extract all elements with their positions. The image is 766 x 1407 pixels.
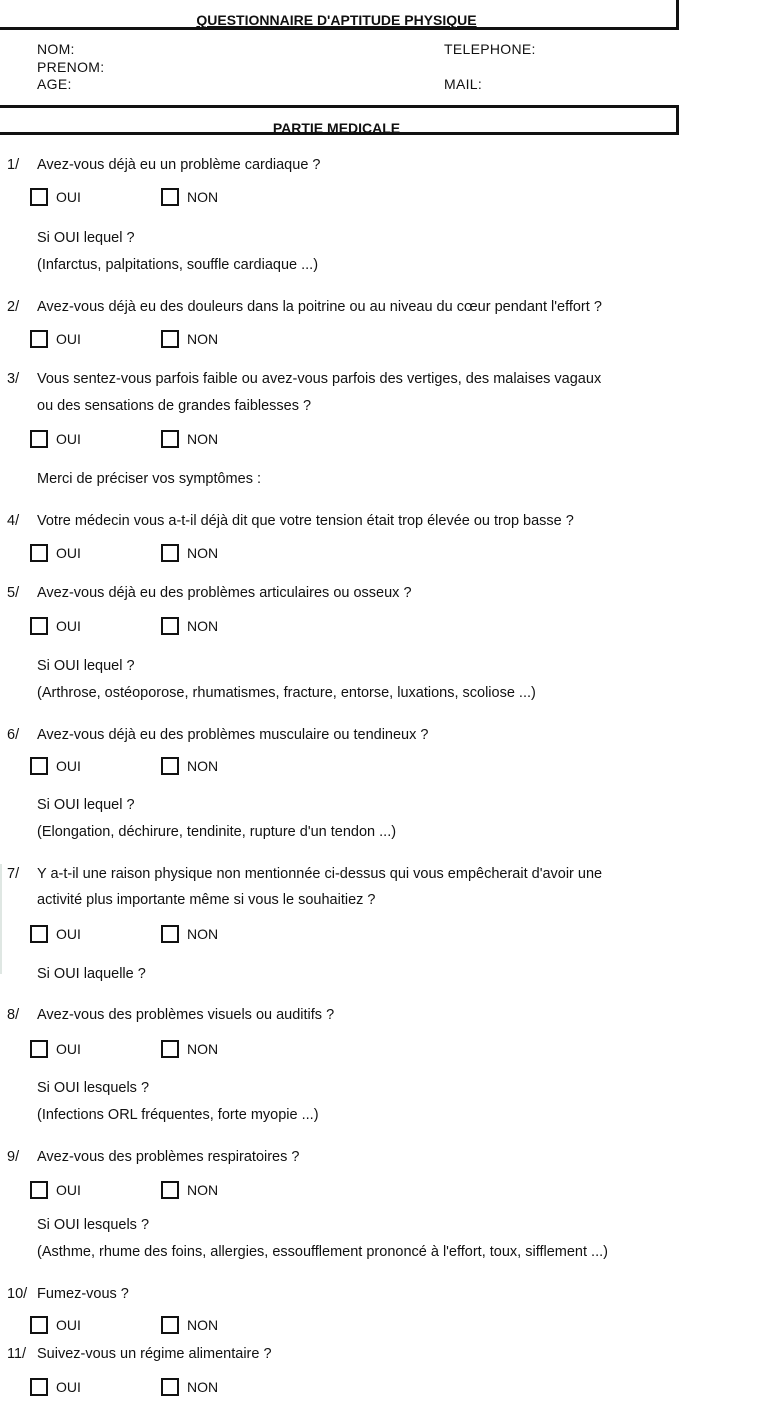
question-subtext: Si OUI lesquels ?	[37, 1080, 150, 1096]
checkbox-square[interactable]	[161, 430, 179, 448]
oui-checkbox[interactable]	[30, 1181, 81, 1199]
non-label: NON	[187, 189, 219, 205]
section-title: PARTIE MEDICALE	[272, 120, 401, 136]
oui-label: OUI	[56, 618, 81, 634]
question-text-line2: ou des sensations de grandes faiblesses ?	[37, 398, 312, 414]
oui-label: OUI	[56, 758, 81, 774]
question-hint: (Infarctus, palpitations, souffle cardiaque ...)	[37, 257, 319, 273]
page-title: QUESTIONNAIRE D'APTITUDE PHYSIQUE	[196, 12, 477, 28]
oui-label: OUI	[56, 331, 81, 347]
checkbox-square[interactable]	[30, 188, 48, 206]
question-subtext: Si OUI lesquels ?	[37, 1217, 150, 1233]
question-subtext: Si OUI lequel ?	[37, 658, 135, 674]
non-label: NON	[187, 431, 219, 447]
non-label: NON	[187, 926, 219, 942]
oui-label: OUI	[56, 1041, 81, 1057]
question-number: 4/	[7, 513, 20, 529]
oui-label: OUI	[56, 431, 81, 447]
question-number: 9/	[7, 1149, 20, 1165]
question-text: Fumez-vous ?	[37, 1286, 129, 1302]
question-number: 8/	[7, 1007, 20, 1023]
checkbox-square[interactable]	[161, 617, 179, 635]
checkbox-square[interactable]	[161, 1040, 179, 1058]
non-label: NON	[187, 1379, 219, 1395]
question-number: 10/	[7, 1286, 28, 1302]
non-checkbox[interactable]	[161, 1040, 218, 1058]
question-number: 1/	[7, 157, 20, 173]
oui-checkbox[interactable]	[30, 1316, 81, 1334]
question-text: Y a-t-il une raison physique non mentionnée ci-dessus qui vous empêcherait d'avoir une	[37, 866, 603, 882]
oui-checkbox[interactable]	[30, 617, 81, 635]
question-subtext: Merci de préciser vos symptômes :	[37, 471, 262, 487]
non-checkbox[interactable]	[161, 188, 218, 206]
checkbox-square[interactable]	[30, 1040, 48, 1058]
question-subtext: Si OUI laquelle ?	[37, 966, 146, 982]
question-hint: (Elongation, déchirure, tendinite, rupture d'un tendon ...)	[37, 824, 397, 840]
question-text: Avez-vous déjà eu des douleurs dans la poitrine ou au niveau du cœur pendant l'effort ?	[37, 299, 602, 315]
non-checkbox[interactable]	[161, 1181, 218, 1199]
oui-checkbox[interactable]	[30, 1378, 81, 1396]
left-edge-line	[0, 864, 2, 974]
checkbox-square[interactable]	[30, 617, 48, 635]
section-box	[0, 105, 679, 135]
non-label: NON	[187, 758, 219, 774]
question-text: Votre médecin vous a-t-il déjà dit que votre tension était trop élevée ou trop basse ?	[37, 513, 574, 529]
non-label: NON	[187, 1182, 219, 1198]
checkbox-square[interactable]	[161, 925, 179, 943]
checkbox-square[interactable]	[30, 430, 48, 448]
non-checkbox[interactable]	[161, 330, 218, 348]
non-label: NON	[187, 1041, 219, 1057]
checkbox-square[interactable]	[30, 1378, 48, 1396]
checkbox-square[interactable]	[161, 1316, 179, 1334]
checkbox-square[interactable]	[161, 544, 179, 562]
non-checkbox[interactable]	[161, 617, 218, 635]
field-mail: MAIL:	[444, 76, 483, 92]
question-hint: (Asthme, rhume des foins, allergies, essoufflement prononcé à l'effort, toux, sifflement ...)	[37, 1244, 608, 1260]
oui-label: OUI	[56, 189, 81, 205]
oui-checkbox[interactable]	[30, 925, 81, 943]
question-text-line2: activité plus importante même si vous le souhaitiez ?	[37, 892, 376, 908]
oui-label: OUI	[56, 1182, 81, 1198]
oui-label: OUI	[56, 545, 81, 561]
non-label: NON	[187, 545, 219, 561]
question-number: 11/	[7, 1346, 27, 1362]
checkbox-square[interactable]	[30, 757, 48, 775]
oui-checkbox[interactable]	[30, 757, 81, 775]
field-nom: NOM:	[37, 41, 75, 57]
question-text: Avez-vous des problèmes respiratoires ?	[37, 1149, 300, 1165]
field-age: AGE:	[37, 76, 72, 92]
question-hint: (Arthrose, ostéoporose, rhumatismes, fracture, entorse, luxations, scoliose ...)	[37, 685, 536, 701]
oui-checkbox[interactable]	[30, 1040, 81, 1058]
non-checkbox[interactable]	[161, 430, 218, 448]
oui-checkbox[interactable]	[30, 544, 81, 562]
question-number: 5/	[7, 585, 20, 601]
checkbox-square[interactable]	[161, 1378, 179, 1396]
question-text: Avez-vous déjà eu des problèmes articulaires ou osseux ?	[37, 585, 412, 601]
question-subtext: Si OUI lequel ?	[37, 797, 135, 813]
checkbox-square[interactable]	[30, 1316, 48, 1334]
checkbox-square[interactable]	[30, 1181, 48, 1199]
non-checkbox[interactable]	[161, 1316, 218, 1334]
oui-label: OUI	[56, 926, 81, 942]
oui-label: OUI	[56, 1317, 81, 1333]
non-checkbox[interactable]	[161, 925, 218, 943]
non-label: NON	[187, 618, 219, 634]
oui-checkbox[interactable]	[30, 430, 81, 448]
oui-label: OUI	[56, 1379, 81, 1395]
non-label: NON	[187, 1317, 219, 1333]
non-checkbox[interactable]	[161, 1378, 218, 1396]
checkbox-square[interactable]	[161, 330, 179, 348]
field-prenom: PRENOM:	[37, 59, 105, 75]
question-number: 2/	[7, 299, 20, 315]
oui-checkbox[interactable]	[30, 188, 81, 206]
question-text: Avez-vous des problèmes visuels ou auditifs ?	[37, 1007, 335, 1023]
checkbox-square[interactable]	[161, 757, 179, 775]
checkbox-square[interactable]	[161, 1181, 179, 1199]
question-text: Avez-vous déjà eu des problèmes musculaire ou tendineux ?	[37, 727, 429, 743]
non-checkbox[interactable]	[161, 757, 218, 775]
header-box	[0, 0, 679, 30]
checkbox-square[interactable]	[30, 925, 48, 943]
oui-checkbox[interactable]	[30, 330, 81, 348]
question-number: 7/	[7, 866, 20, 882]
non-label: NON	[187, 331, 219, 347]
checkbox-square[interactable]	[161, 188, 179, 206]
question-number: 3/	[7, 371, 20, 387]
question-text: Vous sentez-vous parfois faible ou avez-vous parfois des vertiges, des malaises vagaux	[37, 371, 602, 387]
non-checkbox[interactable]	[161, 544, 218, 562]
field-telephone: TELEPHONE:	[444, 41, 536, 57]
question-text: Suivez-vous un régime alimentaire ?	[37, 1346, 272, 1362]
question-text: Avez-vous déjà eu un problème cardiaque ?	[37, 157, 321, 173]
checkbox-square[interactable]	[30, 330, 48, 348]
checkbox-square[interactable]	[30, 544, 48, 562]
question-subtext: Si OUI lequel ?	[37, 230, 135, 246]
question-hint: (Infections ORL fréquentes, forte myopie ...)	[37, 1107, 319, 1123]
question-number: 6/	[7, 727, 20, 743]
